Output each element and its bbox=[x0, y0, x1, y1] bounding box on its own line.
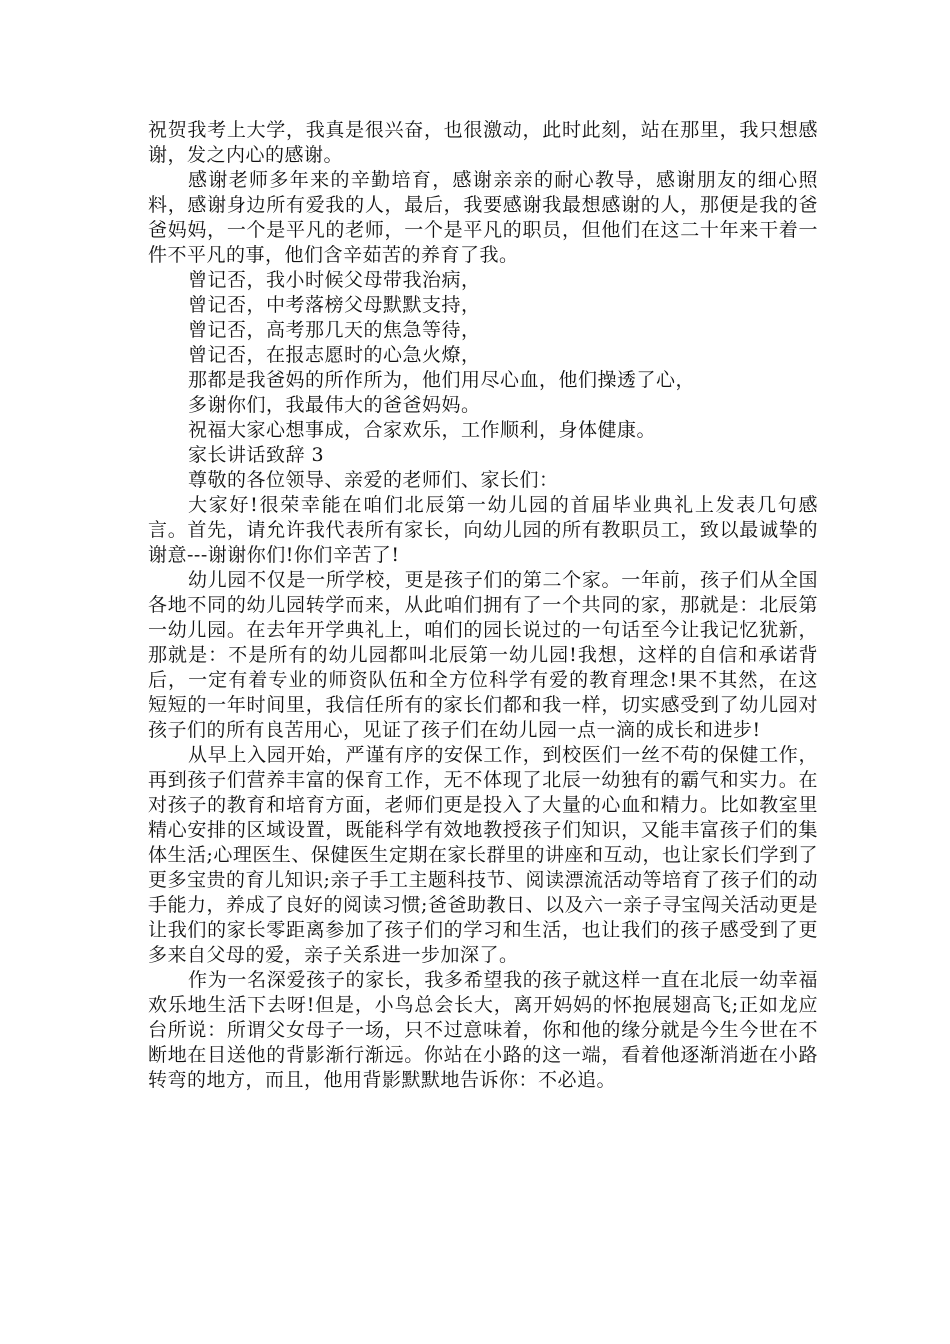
text-line: 那都是我爸妈的所作所为，他们用尽心血，他们操透了心， bbox=[188, 369, 696, 391]
paragraph: 祝贺我考上大学，我真是很兴奋，也很激动，此时此刻，站在那里，我只想感谢，发之内心的感谢。 bbox=[148, 119, 818, 166]
text-line: 曾记否，我小时候父母带我治病， bbox=[188, 269, 481, 291]
paragraph: 大家好!很荣幸能在咱们北辰第一幼儿园的首届毕业典礼上发表几句感言。首先，请允许我代表所有家长，向幼儿园的所有教职员工，致以最诚挚的谢意---谢谢你们!你们辛苦了! bbox=[148, 494, 818, 566]
text-line: 祝福大家心想事成，合家欢乐，工作顺利，身体健康。 bbox=[188, 419, 657, 441]
paragraph: 幼儿园不仅是一所学校，更是孩子们的第二个家。一年前，孩子们从全国各地不同的幼儿园转学而来，从此咱们拥有了一个共同的家，那就是：北辰第一幼儿园。在去年开学典礼上，咱们的园长说过的一句话至今让我记忆犹新，那就是：不是所有的幼儿园都叫北辰第一幼儿园!我想，这样的自信和承诺背后，一定有着专业的师资队伍和全方位科学有爱的教育理念!果不其然，在这短短的一年时间里，我信任所有的家长们都和我一样，切实感受到了幼儿园对孩子们的所有良苦用心，见证了孩子们在幼儿园一点一滴的成长和进步! bbox=[148, 569, 818, 741]
paragraph: 从早上入园开始，严谨有序的安保工作，到校医们一丝不苟的保健工作，再到孩子们营养丰富的保育工作，无不体现了北辰一幼独有的霸气和实力。在对孩子的教育和培育方面，老师们更是投入了大量的心血和精力。比如教室里精心安排的区域设置，既能科学有效地教授孩子们知识，又能丰富孩子们的集体生活;心理医生、保健医生定期在家长群里的讲座和互动，也让家长们学到了更多宝贵的育儿知识;亲子手工主题科技节、阅读漂流活动等培育了孩子们的动手能力，养成了良好的阅读习惯;爸爸助教日、以及六一亲子寻宝闯关活动更是让我们的家长零距离参加了孩子们的学习和生活，也让我们的孩子感受到了更多来自父母的爱，亲子关系进一步加深了。 bbox=[148, 744, 818, 966]
document-body bbox=[148, 118, 818, 1093]
paragraph: 作为一名深爱孩子的家长，我多希望我的孩子就这样一直在北辰一幼幸福欢乐地生活下去呀!但是，小鸟总会长大，离开妈妈的怀抱展翅高飞;正如龙应台所说：所谓父女母子一场，只不过意味着，你和他的缘分就是今生今世在不断地在目送他的背影渐行渐远。你站在小路的这一端，看着他逐渐消逝在小路转弯的地方，而且，他用背影默默地告诉你：不必追。 bbox=[148, 969, 818, 1091]
text-line: 曾记否，中考落榜父母默默支持， bbox=[188, 294, 481, 316]
paragraph: 感谢老师多年来的辛勤培育，感谢亲亲的耐心教导，感谢朋友的细心照料，感谢身边所有爱我的人，最后，我要感谢我最想感谢的人，那便是我的爸爸妈妈，一个是平凡的老师，一个是平凡的职员，但他们在这二十年来干着一件不平凡的事，他们含辛茹苦的养育了我。 bbox=[148, 169, 818, 266]
salutation: 尊敬的各位领导、亲爱的老师们、家长们： bbox=[188, 469, 559, 491]
section-heading: 家长讲话致辞 3 bbox=[188, 444, 325, 466]
text-line: 多谢你们，我最伟大的爸爸妈妈。 bbox=[188, 394, 481, 416]
text-line: 曾记否，在报志愿时的心急火燎， bbox=[188, 344, 481, 366]
text-line: 曾记否，高考那几天的焦急等待， bbox=[188, 319, 481, 341]
